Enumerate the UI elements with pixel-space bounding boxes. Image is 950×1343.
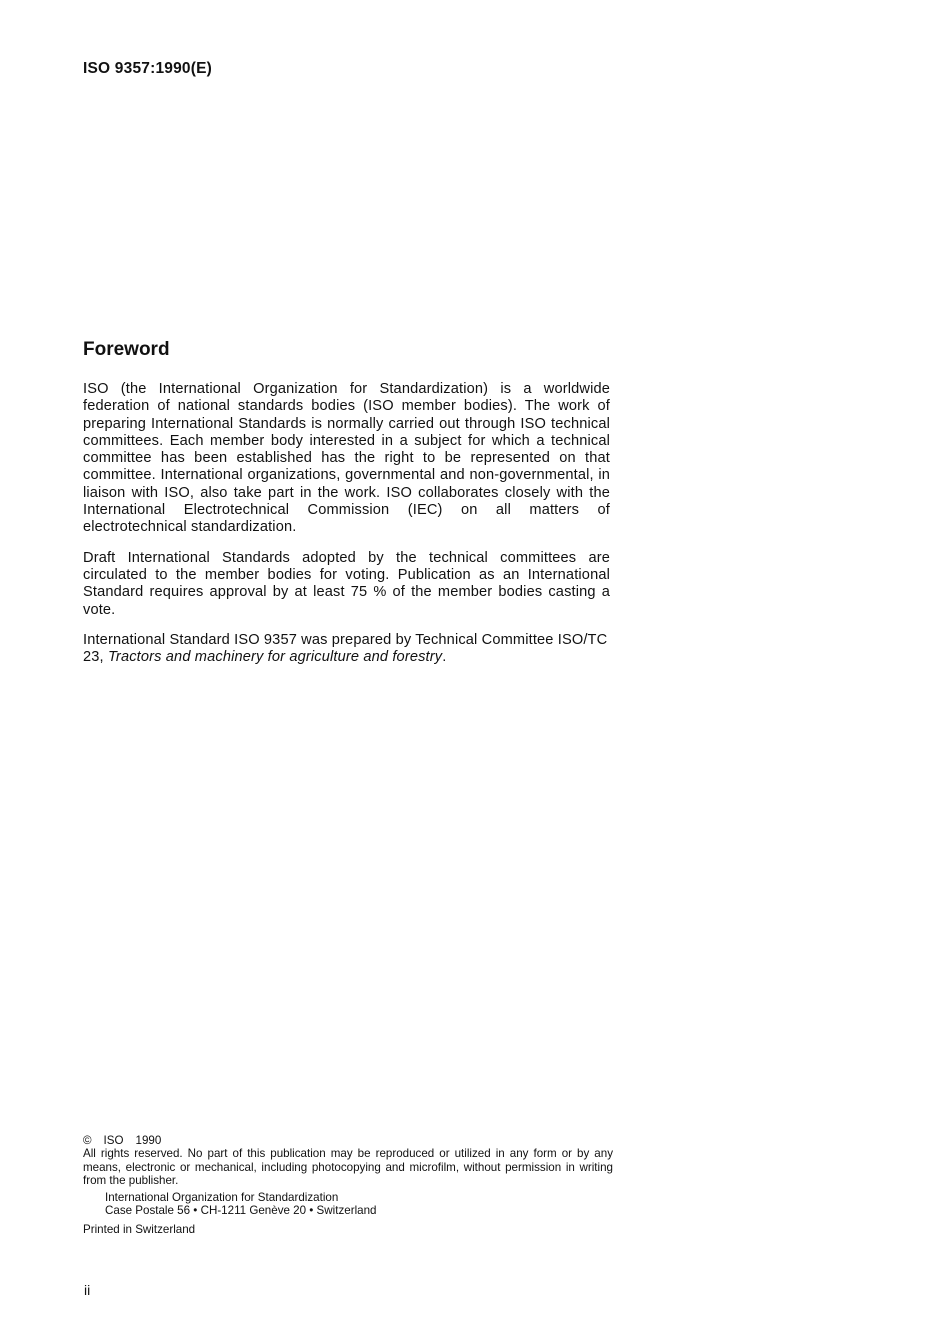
foreword-paragraph-1: ISO (the International Organization for Standardization) is a worldwide federation of national standards bodies (ISO member bodies). The work of preparing International Standards is normally carried out through ISO technical committees. Each member body interested in a subject for which a technical committee has been established has the right to be represented on that committee. International organizations, governmental and non-governmental, in liaison with ISO, also take part in the work. ISO collaborates closely with the International Electrotechnical Commission (IEC) on all matters of electrotechnical standardization. (83, 381, 610, 536)
paragraph-3-end: . (442, 649, 447, 666)
address-line-1: International Organization for Standardization (105, 1191, 339, 1205)
document-id: ISO 9357:1990(E) (83, 60, 212, 77)
foreword-paragraph-2: Draft International Standards adopted by the technical committees are circulated to the member bodies for voting. Publication as an International Standard requires approval by at least 75 % of the member bodies casting a vote. (83, 549, 610, 618)
rights-statement: All rights reserved. No part of this publication may be reproduced or utilized in any form or by any means, electronic or mechanical, including photocopying and microfilm, without permission in writing from the publisher. (83, 1147, 613, 1187)
copyright-footer (83, 1134, 613, 1236)
printed-in: Printed in Switzerland (83, 1222, 196, 1236)
publisher-address (83, 1191, 613, 1218)
page-number: ii (84, 1282, 91, 1298)
copyright-line (83, 1134, 613, 1147)
copyright-symbol: © (83, 1134, 92, 1147)
foreword-body (83, 381, 610, 679)
address-line-2: Case Postale 56 • CH-1211 Genève 20 • Switzerland (105, 1204, 377, 1218)
copyright-org: ISO (103, 1134, 124, 1147)
paragraph-3-text: International Standard ISO 9357 was prepared by Technical Committee ISO/TC 23, (83, 631, 608, 666)
foreword-heading: Foreword (83, 339, 170, 360)
copyright-year: 1990 (135, 1134, 162, 1147)
committee-title: Tractors and machinery for agriculture and forestry (107, 649, 443, 666)
foreword-paragraph-3 (83, 632, 610, 667)
